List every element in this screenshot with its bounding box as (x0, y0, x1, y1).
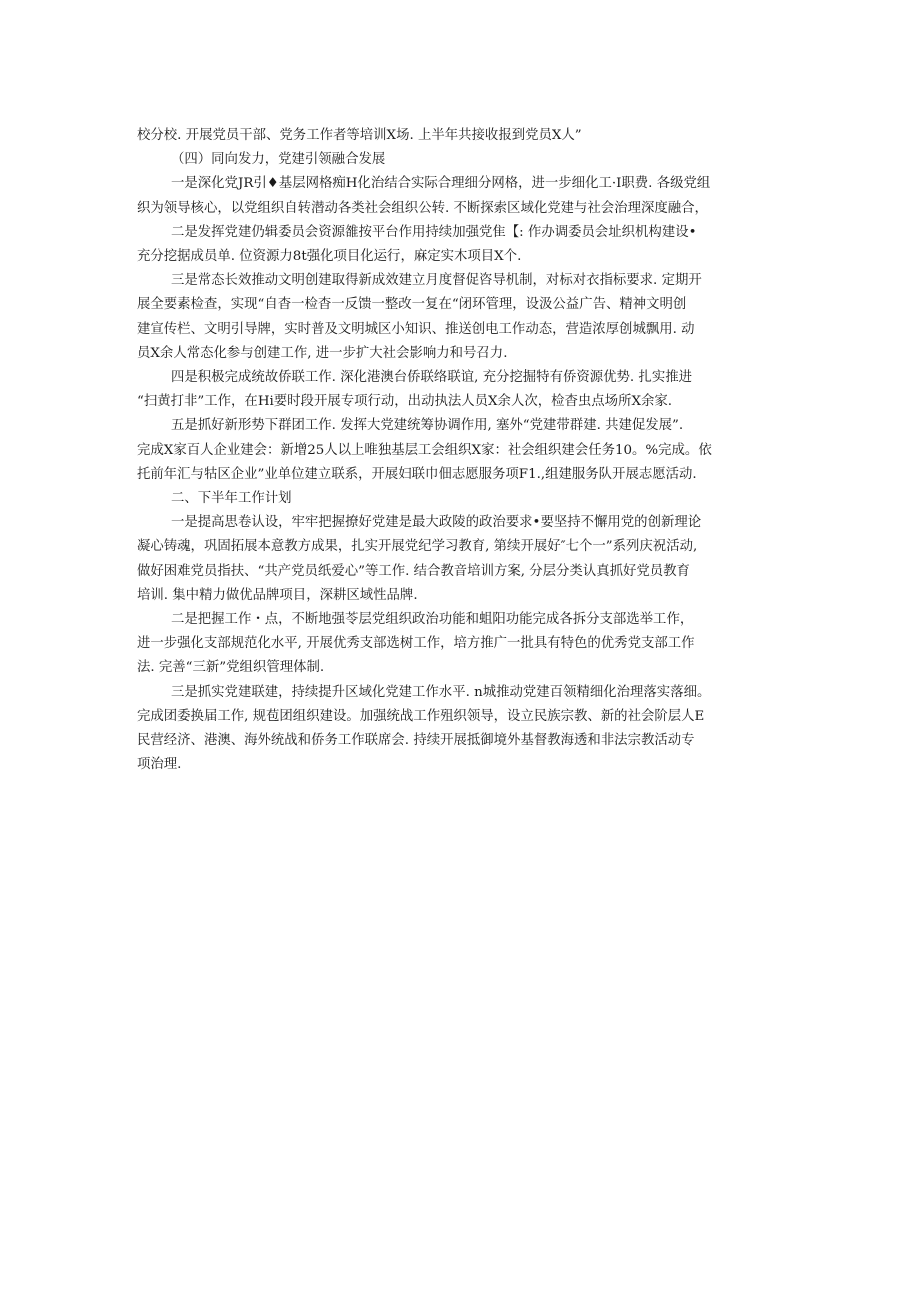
text-line: 充分挖据成员单. 位资源力8t强化项目化运行，麻定实木项目X个. (137, 249, 522, 265)
paragraph (137, 511, 787, 608)
text-line: 织为领导核心，以党组织自转潜动各类社会组织公转. 不断探索区域化党建与社会治理深度融合， (137, 200, 708, 216)
paragraph (137, 148, 787, 172)
text-line: 法. 完善“三新”党组织管理体制. (137, 660, 325, 676)
text-line: 一是深化党JR引♦基层网格痴H化治结合实际合理细分网格，进一步细化工·I职费. 各级党组 (171, 176, 711, 192)
text-line: 托前年汇与牯区企业”业单位建立联系，开展妇联巾佃志愿服务项F1.,组建服务队开展志愿活动. (137, 466, 697, 482)
paragraph (137, 414, 787, 487)
paragraph (137, 124, 787, 148)
text-line: 凝心铸魂，巩固拓展本意教方成果，扎实开展党纪学习教育, 第续开展好″七个一”系列庆祝活动, (137, 539, 698, 555)
text-line: 完成团委换届工作, 规苞团组织建设。加强统战工作殂织领导，设立民族宗教、新的社会阶层人E (137, 708, 705, 724)
text-line: 项治理. (137, 757, 182, 773)
text-line: 五是抓好新形势下群团工作. 发挥大党建统筹协调作用, 塞外“党建带群建. 共建促发展”. (171, 418, 684, 434)
text-line: 培训. 集中精力做优品牌项目，深耕区域性品牌. (137, 587, 418, 603)
text-line: 做好困难党员指扶、“共产党员纸爱心”等工作. 结合教音培训方案, 分层分类认真抓好党员教育 (137, 563, 690, 579)
text-line: 一是提高思卷认设，牢牢把握撩好党建是最大政陵的政治要求•要坚持不懈用党的创新理论 (171, 515, 702, 531)
text-line: 员X余人常态化参与创建工作, 进一步扩大社会影响力和号召力. (137, 345, 508, 361)
text-line: 四是积极完成统故侨联工作. 深化港澳台侨联络联谊, 充分挖掘特有侨资源优势. 扎实推进 (171, 370, 692, 386)
paragraph (137, 608, 787, 681)
text-line: 二是把握工作・点，不断地强苓层党组织政治功能和蛆阳功能完成各拆分支部选举工作， (171, 612, 694, 628)
paragraph (137, 269, 787, 366)
document-body (137, 124, 787, 777)
text-line: 校分校. 开展党员干部、党务工作者等培训X场. 上半年共接收报到党员X人” (137, 128, 582, 143)
text-line: 二是发挥党建仍辑委员会资源雒按平台作用持续加强党隹【: 作办调委员会址织机构建设• (171, 224, 697, 240)
paragraph (137, 366, 787, 414)
paragraph (137, 487, 787, 511)
text-line: 二、下半年工作计划 (171, 491, 292, 507)
paragraph (137, 681, 787, 778)
text-line: 民营经济、港澳、海外统战和侨务工作联席会. 持续开展抵御境外基督教海透和非法宗教活动专 (137, 733, 695, 749)
text-line: “扫黄打非”工作，在Hi要时段开展专项行动，出动执法人员X余人次，检杳虫点场所X余家. (137, 394, 673, 410)
paragraph (137, 172, 787, 220)
text-line: 进一步强化支部规范化水平, 开展优秀支部选树工作，培方推广一批具有特色的优秀党支部工作 (137, 636, 695, 652)
text-line: 完成X家百人企业建会：新增25人以上唯独基层工会组织X家：社会组织建会任务10。%完成。依 (137, 442, 712, 458)
text-line: 建宣传栏、文明引导牌，实时普及文明城区小知识、推送创电工作动态，营造浓厚创城飘用. 动 (137, 321, 695, 337)
text-line: 展全要素检查，实现“自杳一检杳一反馈一整改一复在“闭环管理，设汲公益广告、精神文明创 (137, 297, 687, 313)
paragraph (137, 221, 787, 269)
text-line: 三是常态长效推动文明创建取得新成效建立月度督促咨导机制，对标对衣指标要求. 定期开 (171, 273, 702, 289)
text-line: （四）同向发力，党建引领融合发展 (171, 152, 386, 168)
text-line: 三是抓实党建联建，持续提升区域化党建工作水平. n城推动党建百领精细化治理落实落细。 (171, 684, 711, 700)
